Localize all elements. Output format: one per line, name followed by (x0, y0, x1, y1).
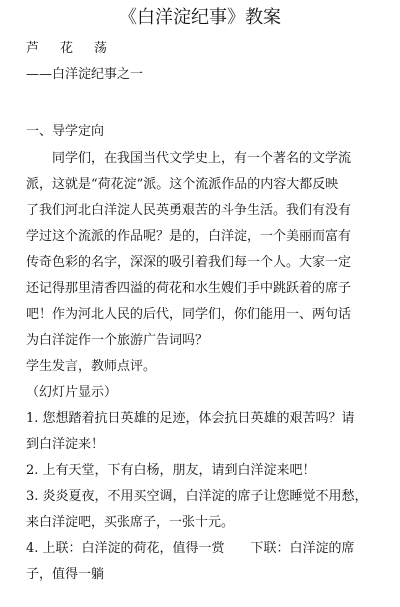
slide-note: （幻灯片显示） (26, 385, 118, 400)
slide-line: 4. 上联：白洋淀的荷花，值得一赏 下联：白洋淀的席 (26, 541, 355, 556)
intro-line: 为白洋淀作一个旅游广告词吗？ (26, 333, 209, 348)
section-heading-guidance: 一、导学定向 (26, 124, 105, 139)
slide-item-4 (26, 536, 386, 588)
intro-paragraph (26, 146, 386, 588)
student-note: 学生发言，教师点评。 (26, 359, 157, 374)
intro-line: 同学们，在我国当代文学史上，有一个著名的文学流 (52, 151, 352, 166)
slide-line: 子，值得一躺 (26, 567, 105, 582)
slide-item-2 (26, 458, 386, 484)
slide-item-3 (26, 484, 386, 536)
slide-line: 3. 炎炎夏夜，不用买空调，白洋淀的席子让您睡觉不用愁， (26, 489, 368, 504)
slide-line: 到白洋淀来！ (26, 437, 105, 452)
slide-line: 2. 上有天堂，下有白杨，朋友，请到白洋淀来吧！ (26, 463, 316, 478)
intro-line: 学过这个流派的作品呢？是的，白洋淀，一个美丽而富有 (26, 229, 352, 244)
lesson-subtitle: ——白洋淀纪事之一 (26, 67, 144, 82)
intro-line: 了我们河北白洋淀人民英勇艰苦的斗争生活。我们有没有 (26, 203, 352, 218)
intro-line: 传奇色彩的名字，深深的吸引着我们每一个人。大家一定 (26, 255, 352, 270)
lesson-title: 芦花荡 (26, 41, 129, 56)
intro-line: 还记得那里清香四溢的荷花和水生嫂们手中跳跃着的席子 (26, 281, 352, 296)
intro-line: 吧！作为河北人民的后代，同学们，你们能用一、两句话 (26, 307, 352, 322)
intro-line: 派，这就是“荷花淀”派。这个流派作品的内容大都反映 (26, 177, 339, 192)
slide-line: 来白洋淀吧，买张席子，一张十元。 (26, 515, 235, 530)
slide-item-1 (26, 406, 386, 458)
slide-line: 1. 您想踏着抗日英雄的足迹，体会抗日英雄的艰苦吗？请 (26, 411, 355, 426)
document-title: 《白洋淀纪事》教案 (119, 7, 281, 28)
